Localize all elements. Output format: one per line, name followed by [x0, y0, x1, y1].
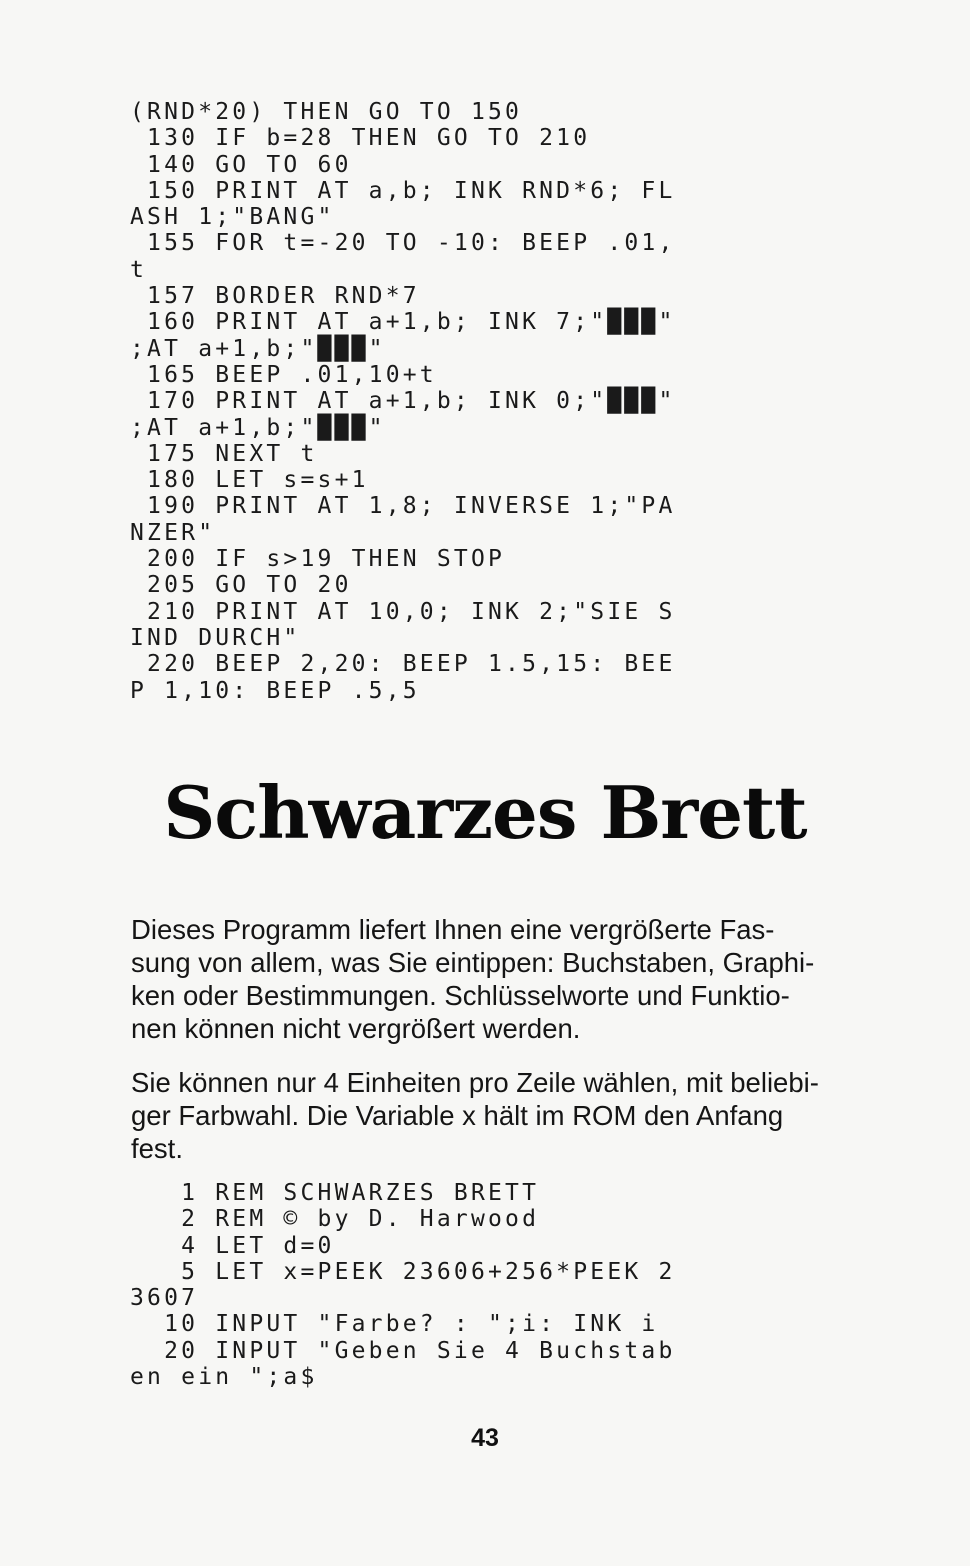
code-line: 200 IF s>19 THEN STOP	[130, 546, 506, 573]
code-line: 5 LET x=PEEK 23606+256*PEEK 2	[130, 1258, 676, 1285]
section-title: Schwarzes Brett	[163, 770, 807, 855]
code-line: 150 PRINT AT a,b; INK RND*6; FL	[130, 177, 676, 204]
basic-listing-top	[130, 99, 676, 704]
paragraph-line: ger Farbwahl. Die Variable x hält im ROM den Anfang	[131, 1100, 784, 1131]
code-line: IND DURCH"	[130, 624, 301, 651]
code-line: 140 GO TO 60	[130, 151, 352, 178]
code-line: 10 INPUT "Farbe? : ";i: INK i	[130, 1311, 659, 1338]
code-line: 180 LET s=s+1	[130, 467, 369, 494]
code-line: 160 PRINT AT a+1,b; INK 7;"███"	[130, 309, 676, 336]
code-line: 2 REM © by D. Harwood	[130, 1206, 540, 1233]
paragraph-line: ken oder Bestimmungen. Schlüsselworte und Funktio-	[131, 980, 790, 1011]
code-line: 220 BEEP 2,20: BEEP 1.5,15: BEE	[130, 651, 676, 678]
paragraph-line: fest.	[131, 1133, 183, 1164]
code-line: 165 BEEP .01,10+t	[130, 361, 437, 388]
code-line: (RND*20) THEN GO TO 150	[130, 99, 523, 125]
second-paragraph	[131, 1066, 851, 1165]
code-line: 190 PRINT AT 1,8; INVERSE 1;"PA	[130, 493, 676, 520]
code-line: 205 GO TO 20	[130, 572, 352, 599]
code-line: 170 PRINT AT a+1,b; INK 0;"███"	[130, 388, 676, 415]
code-line: 157 BORDER RND*7	[130, 283, 420, 310]
code-line: ASH 1;"BANG"	[130, 204, 335, 231]
code-line: 20 INPUT "Geben Sie 4 Buchstab	[130, 1337, 676, 1364]
code-line: 130 IF b=28 THEN GO TO 210	[130, 125, 591, 152]
code-line: en ein ";a$	[130, 1364, 318, 1391]
code-line: 3607	[130, 1285, 199, 1312]
paragraph-line: Sie können nur 4 Einheiten pro Zeile wählen, mit beliebi-	[131, 1067, 819, 1098]
paragraph-line: nen können nicht vergrößert werden.	[131, 1013, 581, 1044]
code-line: NZER"	[130, 519, 216, 546]
code-line: 1 REM SCHWARZES BRETT	[130, 1180, 540, 1206]
page-number: 43	[471, 1424, 499, 1452]
paragraph-line: sung von allem, was Sie eintippen: Buchstaben, Graphi-	[131, 947, 815, 978]
code-line: ;AT a+1,b;"███"	[130, 335, 386, 362]
code-line: t	[130, 256, 148, 283]
paragraph-line: Dieses Programm liefert Ihnen eine vergrößerte Fas-	[131, 914, 775, 945]
code-line: 4 LET d=0	[130, 1232, 335, 1259]
intro-paragraph	[131, 913, 851, 1045]
code-line: 155 FOR t=-20 TO -10: BEEP .01,	[130, 230, 676, 257]
code-line: ;AT a+1,b;"███"	[130, 414, 386, 441]
code-line: 210 PRINT AT 10,0; INK 2;"SIE S	[130, 598, 676, 625]
basic-listing-bottom	[130, 1180, 676, 1390]
code-line: P 1,10: BEEP .5,5	[130, 677, 420, 704]
code-line: 175 NEXT t	[130, 440, 318, 467]
